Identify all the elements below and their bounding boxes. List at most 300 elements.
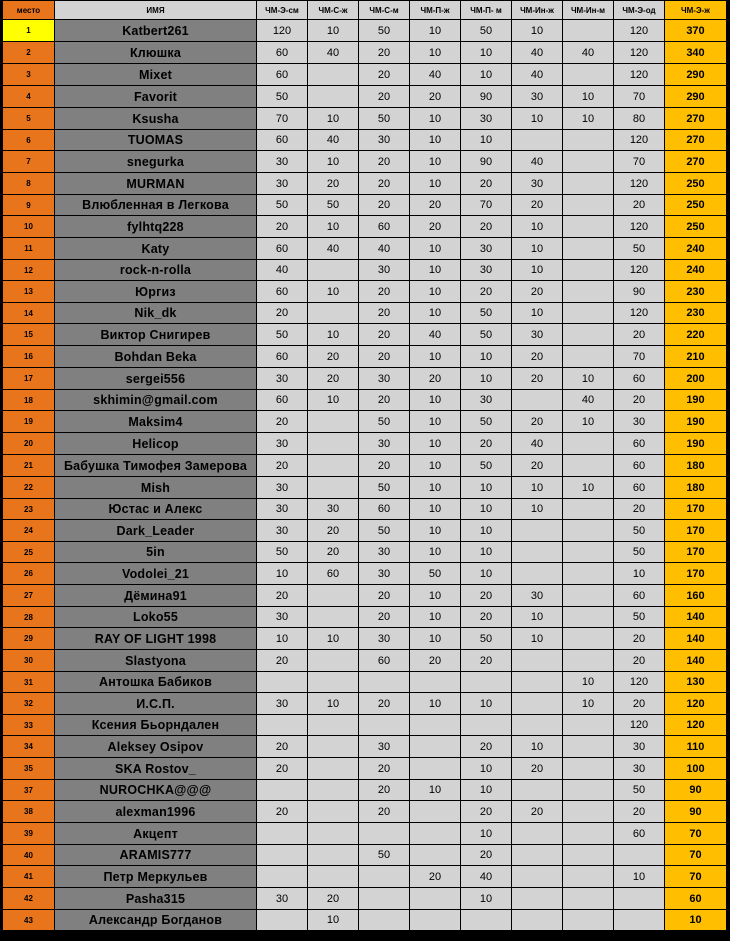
- score-cell: [461, 715, 512, 736]
- table-row: [3, 780, 727, 801]
- score-cell: [563, 64, 614, 86]
- score-cell: 60: [257, 390, 308, 411]
- score-cell: 60: [614, 433, 665, 455]
- score-cell: [563, 542, 614, 563]
- score-cell: 20: [410, 195, 461, 216]
- total-cell: 90: [665, 801, 727, 823]
- place-cell: 35: [3, 758, 55, 780]
- score-cell: 30: [614, 411, 665, 433]
- score-cell: 20: [257, 411, 308, 433]
- place-cell: 20: [3, 433, 55, 455]
- score-cell: 70: [614, 346, 665, 368]
- score-cell: [308, 86, 359, 108]
- table-row: [3, 585, 727, 607]
- score-cell: 50: [359, 108, 410, 130]
- score-cell: 30: [359, 130, 410, 151]
- score-cell: 20: [410, 650, 461, 672]
- total-cell: 120: [665, 715, 727, 736]
- score-cell: 50: [359, 477, 410, 499]
- total-cell: 120: [665, 693, 727, 715]
- place-cell: 31: [3, 672, 55, 693]
- score-cell: [461, 910, 512, 931]
- score-cell: 50: [614, 238, 665, 260]
- score-cell: [563, 346, 614, 368]
- participant-name-cell: Slastyona: [55, 650, 257, 672]
- place-cell: 25: [3, 542, 55, 563]
- place-cell: 24: [3, 520, 55, 542]
- participant-name-cell: Helicop: [55, 433, 257, 455]
- score-cell: 20: [512, 801, 563, 823]
- score-cell: [563, 910, 614, 931]
- score-cell: [563, 888, 614, 910]
- score-cell: [563, 499, 614, 520]
- table-row: [3, 216, 727, 238]
- score-cell: 40: [512, 42, 563, 64]
- score-cell: 10: [410, 390, 461, 411]
- score-cell: 20: [512, 195, 563, 216]
- place-cell: 9: [3, 195, 55, 216]
- participant-name-cell: RAY OF LIGHT 1998: [55, 628, 257, 650]
- score-cell: 10: [563, 693, 614, 715]
- score-cell: 10: [461, 542, 512, 563]
- score-cell: 20: [461, 650, 512, 672]
- score-cell: 20: [461, 433, 512, 455]
- score-cell: [308, 736, 359, 758]
- score-cell: 10: [410, 281, 461, 303]
- participant-name-cell: 5in: [55, 542, 257, 563]
- total-cell: 190: [665, 390, 727, 411]
- place-cell: 41: [3, 866, 55, 888]
- score-cell: 60: [359, 499, 410, 520]
- score-cell: 60: [257, 281, 308, 303]
- total-cell: 250: [665, 216, 727, 238]
- table-row: [3, 888, 727, 910]
- participant-name-cell: alexman1996: [55, 801, 257, 823]
- score-cell: 20: [512, 346, 563, 368]
- score-cell: [410, 888, 461, 910]
- score-cell: [563, 845, 614, 866]
- score-cell: 50: [359, 411, 410, 433]
- score-cell: 30: [614, 736, 665, 758]
- place-cell: 43: [3, 910, 55, 931]
- total-cell: 190: [665, 411, 727, 433]
- score-cell: [512, 672, 563, 693]
- score-cell: 10: [410, 130, 461, 151]
- score-cell: [512, 823, 563, 845]
- score-cell: 20: [410, 86, 461, 108]
- score-cell: 90: [461, 151, 512, 173]
- score-cell: 20: [410, 368, 461, 390]
- participant-name-cell: snegurka: [55, 151, 257, 173]
- score-cell: 10: [614, 866, 665, 888]
- score-cell: 20: [359, 693, 410, 715]
- score-cell: 10: [461, 130, 512, 151]
- score-cell: 50: [614, 542, 665, 563]
- score-cell: 50: [359, 20, 410, 42]
- participant-name-cell: И.С.П.: [55, 693, 257, 715]
- score-cell: 10: [461, 823, 512, 845]
- score-cell: 10: [410, 499, 461, 520]
- table-row: [3, 195, 727, 216]
- score-cell: [563, 736, 614, 758]
- place-cell: 7: [3, 151, 55, 173]
- score-cell: 50: [614, 607, 665, 628]
- score-cell: [257, 672, 308, 693]
- score-cell: 10: [512, 477, 563, 499]
- score-cell: [563, 303, 614, 324]
- place-cell: 29: [3, 628, 55, 650]
- score-cell: 30: [308, 499, 359, 520]
- score-cell: 70: [614, 86, 665, 108]
- score-cell: [461, 672, 512, 693]
- score-cell: 20: [512, 411, 563, 433]
- score-cell: 50: [461, 628, 512, 650]
- score-cell: [563, 238, 614, 260]
- score-cell: [512, 780, 563, 801]
- score-cell: 10: [461, 520, 512, 542]
- participant-name-cell: ARAMIS777: [55, 845, 257, 866]
- total-cell: 200: [665, 368, 727, 390]
- table-row: [3, 42, 727, 64]
- score-cell: [308, 801, 359, 823]
- score-cell: 20: [359, 607, 410, 628]
- score-cell: [308, 477, 359, 499]
- score-cell: [410, 736, 461, 758]
- total-cell: 190: [665, 433, 727, 455]
- total-cell: 290: [665, 86, 727, 108]
- place-column-header: место: [3, 1, 55, 20]
- score-cell: 10: [308, 910, 359, 931]
- score-cell: 20: [614, 650, 665, 672]
- score-cell: 30: [359, 368, 410, 390]
- score-cell: 50: [461, 455, 512, 477]
- score-cell: [410, 672, 461, 693]
- score-cell: 10: [461, 477, 512, 499]
- score-cell: 10: [410, 693, 461, 715]
- place-cell: 15: [3, 324, 55, 346]
- table-row: [3, 368, 727, 390]
- score-cell: [512, 888, 563, 910]
- score-cell: 20: [308, 173, 359, 195]
- score-cell: [563, 195, 614, 216]
- score-cell: [563, 260, 614, 281]
- score-cell: 10: [410, 628, 461, 650]
- place-cell: 28: [3, 607, 55, 628]
- table-row: [3, 281, 727, 303]
- score-cell: 120: [614, 64, 665, 86]
- score-cell: [308, 260, 359, 281]
- score-cell: 30: [461, 260, 512, 281]
- total-cell: 140: [665, 628, 727, 650]
- score-cell: [308, 433, 359, 455]
- score-cell: 10: [410, 607, 461, 628]
- score-cell: 20: [359, 758, 410, 780]
- score-cell: 30: [359, 542, 410, 563]
- participant-name-cell: Клюшка: [55, 42, 257, 64]
- participant-name-cell: TUOMAS: [55, 130, 257, 151]
- table-row: [3, 715, 727, 736]
- score-cell: 10: [461, 499, 512, 520]
- score-cell: 10: [410, 151, 461, 173]
- score-cell: 20: [614, 499, 665, 520]
- participant-name-cell: sergei556: [55, 368, 257, 390]
- score-cell: [308, 411, 359, 433]
- place-cell: 4: [3, 86, 55, 108]
- score-cell: 60: [257, 42, 308, 64]
- score-cell: 50: [257, 195, 308, 216]
- score-cell: [308, 455, 359, 477]
- score-cell: 50: [614, 520, 665, 542]
- score-cell: 20: [512, 758, 563, 780]
- place-cell: 14: [3, 303, 55, 324]
- table-row: [3, 520, 727, 542]
- total-cell: 110: [665, 736, 727, 758]
- score-cell: 60: [257, 238, 308, 260]
- score-cell: [359, 715, 410, 736]
- score-cell: 20: [359, 86, 410, 108]
- score-cell: 40: [512, 64, 563, 86]
- score-cell: 120: [614, 260, 665, 281]
- participant-name-cell: Дёмина91: [55, 585, 257, 607]
- table-row: [3, 20, 727, 42]
- score-cell: 10: [563, 411, 614, 433]
- score-cell: 20: [359, 195, 410, 216]
- score-cell: 10: [308, 390, 359, 411]
- score-cell: 10: [512, 238, 563, 260]
- score-cell: 10: [410, 520, 461, 542]
- score-cell: [563, 20, 614, 42]
- score-cell: 20: [308, 346, 359, 368]
- score-cell: 30: [359, 628, 410, 650]
- score-cell: [563, 563, 614, 585]
- score-cell: 10: [461, 693, 512, 715]
- score-cell: 50: [461, 20, 512, 42]
- place-cell: 19: [3, 411, 55, 433]
- score-cell: 40: [410, 64, 461, 86]
- score-cell: 20: [461, 585, 512, 607]
- score-cell: [257, 910, 308, 931]
- place-cell: 33: [3, 715, 55, 736]
- table-row: [3, 173, 727, 195]
- score-cell: 10: [410, 346, 461, 368]
- score-cell: 10: [410, 780, 461, 801]
- total-cell: 160: [665, 585, 727, 607]
- table-row: [3, 346, 727, 368]
- place-cell: 37: [3, 780, 55, 801]
- place-cell: 11: [3, 238, 55, 260]
- score-cell: 10: [410, 173, 461, 195]
- table-row: [3, 108, 727, 130]
- score-cell: [512, 650, 563, 672]
- total-cell: 180: [665, 455, 727, 477]
- participant-name-cell: rock-n-rolla: [55, 260, 257, 281]
- score-cell: 40: [512, 151, 563, 173]
- score-cell: [410, 910, 461, 931]
- score-cell: [512, 715, 563, 736]
- score-cell: 50: [410, 563, 461, 585]
- score-cell: 10: [512, 303, 563, 324]
- score-cell: 10: [410, 411, 461, 433]
- total-column-header: ЧМ-Э-ж: [665, 1, 727, 20]
- score-cell: [614, 888, 665, 910]
- score-cell: 60: [614, 368, 665, 390]
- score-cell: 20: [461, 281, 512, 303]
- score-cell: 20: [461, 216, 512, 238]
- score-cell: [512, 130, 563, 151]
- score-cell: 30: [512, 324, 563, 346]
- event-column-header: ЧМ-Э-см: [257, 1, 308, 20]
- score-cell: 10: [512, 260, 563, 281]
- score-cell: 10: [512, 607, 563, 628]
- score-cell: 10: [512, 20, 563, 42]
- score-cell: 20: [359, 585, 410, 607]
- table-row: [3, 801, 727, 823]
- total-cell: 230: [665, 281, 727, 303]
- table-row: [3, 411, 727, 433]
- total-cell: 250: [665, 173, 727, 195]
- participant-name-cell: Mixet: [55, 64, 257, 86]
- total-cell: 250: [665, 195, 727, 216]
- score-cell: 20: [359, 151, 410, 173]
- standings-table: [2, 0, 727, 931]
- participant-name-cell: Pasha315: [55, 888, 257, 910]
- table-row: [3, 542, 727, 563]
- score-cell: 30: [257, 151, 308, 173]
- score-cell: [308, 845, 359, 866]
- score-cell: [257, 866, 308, 888]
- place-cell: 40: [3, 845, 55, 866]
- participant-name-cell: Favorit: [55, 86, 257, 108]
- score-cell: 10: [308, 151, 359, 173]
- event-column-header: ЧМ-П-ж: [410, 1, 461, 20]
- place-cell: 18: [3, 390, 55, 411]
- score-cell: 10: [308, 108, 359, 130]
- score-cell: 20: [257, 303, 308, 324]
- score-cell: 10: [614, 563, 665, 585]
- score-cell: 50: [461, 411, 512, 433]
- total-cell: 100: [665, 758, 727, 780]
- score-cell: 20: [614, 628, 665, 650]
- score-cell: 10: [410, 42, 461, 64]
- score-cell: 10: [308, 216, 359, 238]
- score-cell: 10: [461, 42, 512, 64]
- place-cell: 16: [3, 346, 55, 368]
- score-cell: 30: [257, 477, 308, 499]
- score-cell: [308, 650, 359, 672]
- score-cell: [308, 823, 359, 845]
- total-cell: 240: [665, 260, 727, 281]
- total-cell: 180: [665, 477, 727, 499]
- participant-name-cell: Aleksey Osipov: [55, 736, 257, 758]
- score-cell: 30: [257, 888, 308, 910]
- score-cell: 20: [461, 173, 512, 195]
- score-cell: 120: [614, 173, 665, 195]
- score-cell: 10: [461, 563, 512, 585]
- table-row: [3, 303, 727, 324]
- score-cell: [563, 866, 614, 888]
- score-cell: 20: [359, 64, 410, 86]
- score-cell: 20: [308, 542, 359, 563]
- score-cell: 10: [563, 477, 614, 499]
- score-cell: [257, 823, 308, 845]
- score-cell: 20: [359, 281, 410, 303]
- score-cell: 10: [461, 888, 512, 910]
- table-row: [3, 324, 727, 346]
- score-cell: 70: [257, 108, 308, 130]
- score-cell: [512, 520, 563, 542]
- event-column-header: ЧМ-С-ж: [308, 1, 359, 20]
- participant-name-cell: Ксения Бьорндален: [55, 715, 257, 736]
- score-cell: 10: [563, 672, 614, 693]
- total-cell: 270: [665, 130, 727, 151]
- score-cell: 50: [308, 195, 359, 216]
- place-cell: 12: [3, 260, 55, 281]
- score-cell: 20: [257, 216, 308, 238]
- score-cell: 10: [410, 20, 461, 42]
- score-cell: [563, 801, 614, 823]
- total-cell: 70: [665, 823, 727, 845]
- table-row: [3, 910, 727, 931]
- score-cell: [512, 563, 563, 585]
- score-cell: 50: [461, 324, 512, 346]
- score-cell: 30: [512, 86, 563, 108]
- table-row: [3, 151, 727, 173]
- score-cell: [563, 607, 614, 628]
- score-cell: 30: [257, 433, 308, 455]
- table-row: [3, 866, 727, 888]
- total-cell: 170: [665, 542, 727, 563]
- score-cell: [563, 520, 614, 542]
- score-cell: 10: [410, 455, 461, 477]
- score-cell: 60: [359, 650, 410, 672]
- score-cell: 20: [257, 758, 308, 780]
- score-cell: [614, 845, 665, 866]
- score-cell: 120: [257, 20, 308, 42]
- score-cell: 10: [461, 758, 512, 780]
- table-row: [3, 64, 727, 86]
- score-cell: [512, 866, 563, 888]
- score-cell: 60: [614, 585, 665, 607]
- score-cell: 20: [614, 801, 665, 823]
- event-column-header: ЧМ-Э-од: [614, 1, 665, 20]
- table-row: [3, 260, 727, 281]
- participant-name-cell: Юргиз: [55, 281, 257, 303]
- score-cell: 60: [257, 130, 308, 151]
- score-cell: 20: [359, 303, 410, 324]
- score-cell: [563, 216, 614, 238]
- score-cell: [359, 888, 410, 910]
- score-cell: 20: [461, 736, 512, 758]
- table-row: [3, 477, 727, 499]
- standings-body: [3, 20, 727, 931]
- score-cell: [308, 64, 359, 86]
- score-cell: 20: [359, 390, 410, 411]
- score-cell: 10: [410, 238, 461, 260]
- score-cell: [563, 130, 614, 151]
- participant-name-cell: Бабушка Тимофея Замерова: [55, 455, 257, 477]
- table-row: [3, 845, 727, 866]
- score-cell: [563, 281, 614, 303]
- score-cell: 30: [257, 693, 308, 715]
- score-cell: 10: [308, 281, 359, 303]
- table-row: [3, 607, 727, 628]
- place-cell: 17: [3, 368, 55, 390]
- score-cell: 60: [257, 64, 308, 86]
- place-cell: 42: [3, 888, 55, 910]
- place-cell: 2: [3, 42, 55, 64]
- total-cell: 70: [665, 866, 727, 888]
- score-cell: [359, 910, 410, 931]
